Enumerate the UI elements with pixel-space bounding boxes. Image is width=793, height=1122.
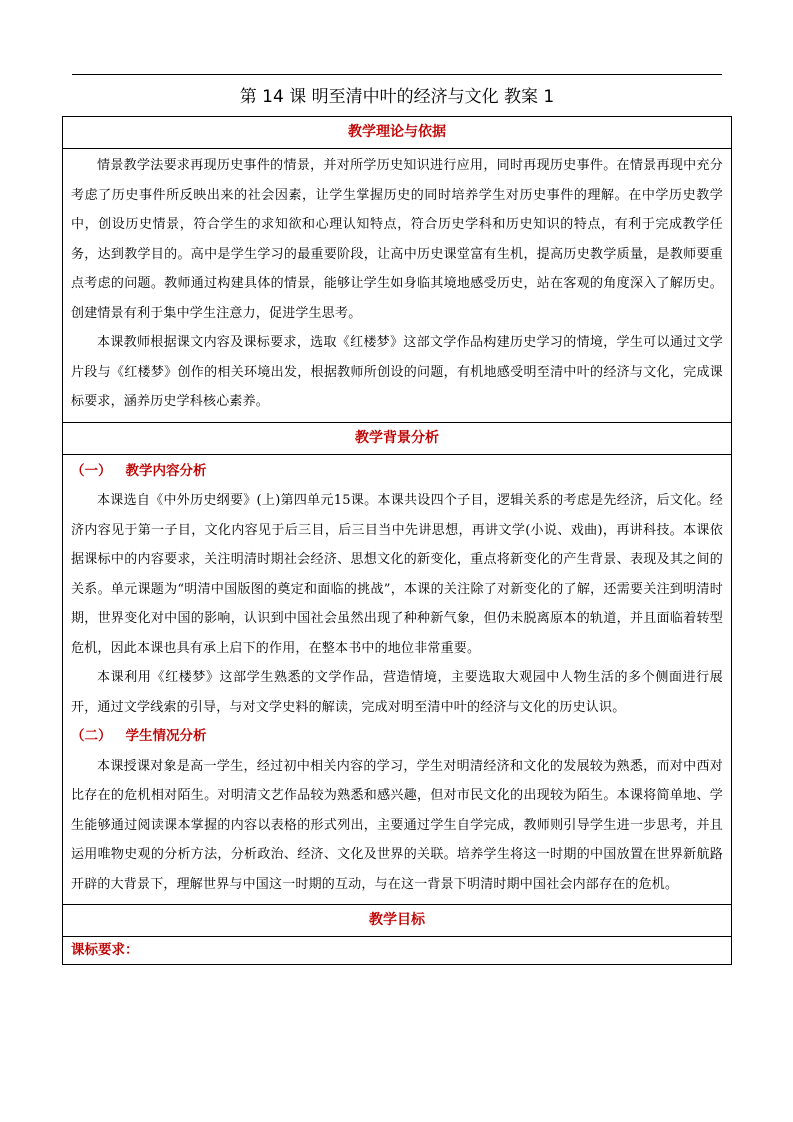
- content-analysis-paragraph-2: 本课利用《红楼梦》这部学生熟悉的文学作品，营造情境，主要选取大观园中人物生活的多个侧面进行展开，通过文学线索的引导，与对文学史料的解读，完成对明至清中叶的经济与文化的历史认识。: [71, 670, 723, 715]
- requirements-row: [63, 937, 732, 965]
- theory-heading: 教学理论与依据: [63, 117, 732, 149]
- document-title: 第 14 课 明至清中叶的经济与文化 教案 1: [239, 87, 555, 107]
- background-body: [63, 454, 732, 905]
- curriculum-requirements-label: 课标要求：: [63, 937, 732, 965]
- objectives-heading-row: [63, 905, 732, 937]
- background-heading-row: [63, 422, 732, 454]
- lesson-plan-table: [62, 116, 732, 965]
- objectives-heading: 教学目标: [63, 905, 732, 937]
- student-analysis-title: 学生情况分析: [125, 728, 207, 744]
- student-analysis-number: （二）: [71, 728, 112, 744]
- content-analysis-title: 教学内容分析: [125, 462, 207, 479]
- background-body-row: [63, 454, 732, 905]
- content-analysis-number: （一）: [71, 462, 112, 479]
- background-heading: 教学背景分析: [63, 422, 732, 454]
- theory-paragraph-1: 情景教学法要求再现历史事件的情景，并对所学历史知识进行应用，同时再现历史事件。在情景再现中充分考虑了历史事件所反映出来的社会因素，让学生掌握历史的同时培养学生对历史事件的理解。在中学历史教学中，创设历史情景，符合学生的求知欲和心理认知特点，符合历史学科和历史知识的特点，有利于完成教学任务，达到教学目的。高中是学生学习的最重要阶段，让高中历史课堂富有生机，提高历史教学质量，是教师要重点考虑的问题。教师通过构建具体的情景，能够让学生如身临其境地感受历史，站在客观的角度深入了解历史。创建情景有利于集中学生注意力，促进学生思考。: [71, 158, 723, 321]
- header-rule: [72, 74, 722, 75]
- content-analysis-paragraph-1: 本课选自《中外历史纲要》(上)第四单元15课。本课共设四个子目，逻辑关系的考虑是先经济，后文化。经济内容见于第一子目，文化内容见于后三目，后三目当中先讲思想，再讲文学(小说、戏曲)，再讲科技。本课依据课标中的内容要求，关注明清时期社会经济、思想文化的新变化，重点将新变化的产生背景、表现及其之间的关系。单元课题为“明清中国版图的奠定和面临的挑战”，本课的关注除了对新变化的了解，还需要关注到明清时期，世界变化对中国的影响，认识到中国社会虽然出现了种种新气象，但仍未脱离原本的轨道，并且面临着转型危机，因此本课也具有承上启下的作用，在整本书中的地位非常重要。: [71, 493, 723, 656]
- student-analysis-paragraph-1: 本课授课对象是高一学生，经过初中相关内容的学习，学生对明清经济和文化的发展较为熟悉，而对中西对比存在的危机相对陌生。对明清文艺作品较为熟悉和感兴趣，但对市民文化的出现较为陌生。本课将简单地、学生能够通过阅读课本掌握的内容以表格的形式列出，主要通过学生自学完成，教师则引导学生进一步思考，并且运用唯物史观的分析方法，分析政治、经济、文化及世界的关联。培养学生将这一时期的中国放置在世界新航路开辟的大背景下，理解世界与中国这一时期的互动，与在这一背景下明清时期中国社会内部存在的危机。: [71, 758, 723, 892]
- student-analysis-subheading: [71, 722, 723, 752]
- theory-body-row: [63, 149, 732, 423]
- theory-heading-row: [63, 117, 732, 149]
- content-analysis-subheading: [71, 457, 723, 487]
- theory-body: [63, 149, 732, 423]
- theory-paragraph-2: 本课教师根据课文内容及课标要求，选取《红楼梦》这部文学作品构建历史学习的情境，学生可以通过文学片段与《红楼梦》创作的相关环境出发，根据教师所创设的问题，有机地感受明至清中叶的经济与文化，完成课标要求，涵养历史学科核心素养。: [71, 335, 723, 409]
